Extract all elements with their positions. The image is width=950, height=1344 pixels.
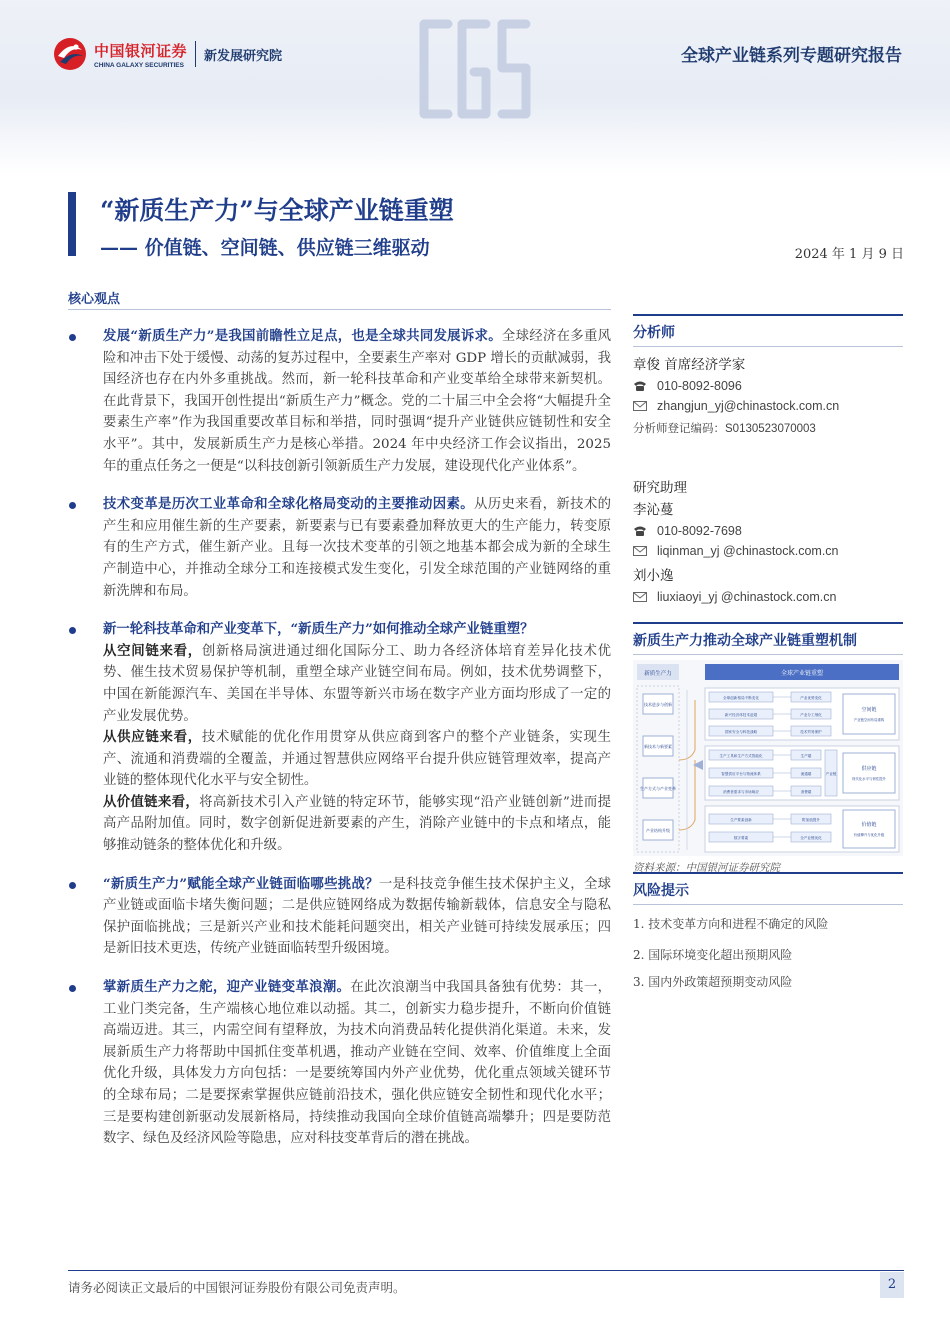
diagram-chain-name: 价值链 — [861, 822, 877, 828]
analyst-registration: 分析师登记编码：S0130523070003 — [633, 423, 816, 435]
bullet-item — [68, 977, 611, 1150]
risk-panel — [633, 872, 903, 990]
diagram-row-text: 全球创新格局不断变化 — [723, 696, 759, 700]
footer-disclaimer: 请务必阅读正文最后的中国银河证券股份有限公司免责声明。 — [68, 1280, 406, 1295]
sub-lead: 从价值链来看， — [103, 793, 200, 810]
diagram-row-text: 数字要素 — [733, 836, 749, 840]
logo-cn: 中国银河证券 — [94, 41, 188, 60]
diagram-row-text: 流通端 — [800, 772, 812, 776]
analyst-heading: 分析师 — [633, 314, 903, 347]
bullet-text: 在此次浪潮当中我国具备独有优势：其一，工业门类完备，生产端核心地位难以动摇。其二，创新实力稳步提升，不断向价值链高端迈进。其三，内需空间有望释放，为技术向消费品转化提供消化渠道。未来，发展新质生产力将帮助中国抓住变革机遇，推动产业链在空间、效率、价值维度上全面优化升级，具体发力方向包括：一是要统筹国内外产业优势，优化重点领域关键环节的全球布局；二是要探索掌握供应链前沿技术，强化供应链安全韧性和现代化水平；三是要构建创新驱动发展新格局，持续推动我国向全球价值链高端攀升；四是要防范数字、绿色及经济风险等隐患，应对科技变革背后的潜在挑战。 — [103, 980, 612, 1147]
bullet-dot-icon — [69, 502, 76, 509]
core-views-label: 核心观点 — [68, 292, 121, 307]
bullet-text: 全球经济在多重风险和冲击下处于缓慢、动荡的复苏过程中，全要素生产率对 GDP 增长的贡献减弱，我国经济也存在内外多重挑战。然而，新一轮科技革命和产业变革给全球带来新契机。在此背景下，我国开创性提出“新质生产力”概念。党的二十届三中全会将“大幅提升全要素生产率”作为我国重要改革目标和举措，同时强调“提升产业链供应链韧性和安全水平”。其中，发展新质生产力是核心举措。2024 年中央经济工作会议指出，2025 年的重点任务之一便是“以科技创新引领新质生产力发展，建设现代化产业体系”。 — [103, 329, 612, 474]
header-banner — [0, 0, 950, 175]
core-divider — [68, 309, 611, 310]
diagram-chain-box — [843, 810, 895, 848]
mechanism-figure — [633, 622, 903, 875]
bullet-item — [68, 326, 611, 477]
bullet-lead: 掌新质生产力之舵，迎产业链变革浪潮。 — [103, 979, 351, 996]
bullet-dot-icon — [69, 627, 76, 634]
diagram-chain-box — [843, 753, 895, 793]
assistant-role: 研究助理 — [633, 480, 687, 496]
report-subtitle: —— 价值链、空间链、供应链三维驱动 — [100, 237, 430, 259]
diagram-chain-name: 供应链 — [861, 766, 877, 772]
phone-icon — [633, 525, 647, 537]
title-accent-bar — [68, 192, 76, 256]
diagram-row-text: 全产业链优化 — [800, 836, 822, 840]
figure-source: 资料来源：中国银河证券研究院 — [633, 862, 780, 874]
diagram-row-text: 新兴经济体技术赶超 — [724, 713, 758, 717]
email-icon — [633, 545, 647, 557]
phone-icon — [633, 380, 647, 392]
email-icon — [633, 400, 647, 412]
report-title: “新质生产力”与全球产业链重塑 — [100, 196, 454, 225]
page-number: 2 — [880, 1272, 904, 1298]
bullet-lead: 新一轮科技革命和产业变革下，“新质生产力”如何推动全球产业链重塑？ — [103, 621, 534, 638]
bullet-text: 从历史来看，新技术的产生和应用催生新的生产要素，新要素与已有要素叠加释放更大的生产能力，转变原有的生产方式，催生新产业。且每一次技术变革的引领之地基本都会成为新的全球生产制造中心，并推动全球分工和连接模式发生变化，引发全球范围的产业链网络的重新洗牌和布局。 — [103, 497, 612, 599]
diagram-row-text: 消费者需求与市场响应 — [723, 790, 759, 794]
sub-lead: 从空间链来看， — [103, 642, 202, 659]
footer-divider — [68, 1270, 904, 1271]
sub-lead: 从供应链来看， — [103, 729, 202, 746]
bullet-lead: 技术变革是历次工业革命和全球化格局变动的主要推动因素。 — [103, 496, 474, 513]
logo-divider — [195, 41, 196, 67]
diagram-row-text: 生产工具和生产方式智能化 — [719, 754, 763, 758]
risk-item: 2. 国际环境变化超出预期风险 — [633, 948, 793, 962]
assistant-phone-line — [633, 524, 903, 538]
diagram-left-box-text: 生产方式与产业变革 — [640, 786, 676, 791]
analyst-email-line — [633, 399, 903, 413]
bullet-dot-icon — [69, 985, 76, 992]
diagram-row-text: 生产端 — [800, 754, 812, 758]
core-views — [68, 326, 611, 1167]
bullet-text: 一是科技竞争催生技术保护主义，全球产业链或面临卡堵失衡问题；二是供应链网络成为数据传输新载体，信息安全与隐私保护面临挑战；三是新兴产业和技术能耗问题突出，相关产业链可持续发展承压；四是新旧技术更迭，传统产业链面临转型升级困境。 — [103, 876, 612, 957]
analyst-phone: 010-8092-8096 — [657, 379, 742, 393]
diagram-row-text: 消费端 — [800, 790, 812, 794]
diagram-left-header-text: 新质生产力 — [644, 671, 672, 677]
brand-logo — [52, 36, 282, 72]
diagram-right-header-text: 全球产业链重塑 — [780, 670, 824, 677]
bullet-lead: “新质生产力”赋能全球产业链面临哪些挑战？ — [103, 875, 379, 892]
diagram-chain-desc: 现代化水平与韧性提升 — [852, 777, 886, 781]
risk-item: 1. 技术变革方向和进程不确定的风险 — [633, 917, 829, 931]
bullet-dot-icon — [69, 882, 76, 889]
logo-en: CHINA GALAXY SECURITIES — [94, 61, 184, 69]
risk-heading: 风险提示 — [633, 872, 903, 905]
diagram-row-text: 产业分工细化 — [800, 713, 822, 717]
diagram-row-text: 产业优势变化 — [800, 696, 822, 700]
diagram-row-text: 附加值提升 — [802, 818, 820, 822]
diagram-row-text: 技术贸易保护 — [800, 730, 822, 734]
diagram-left-box-text: 技术进步与创新 — [644, 702, 672, 707]
diagram-row-text: 国家安全与科技战略 — [724, 730, 758, 734]
institute-name: 新发展研究院 — [204, 48, 283, 64]
assistant-email-line — [633, 544, 903, 558]
assistant-email-line — [633, 590, 903, 604]
risk-item: 3. 国内外政策超预期变动风险 — [633, 975, 793, 989]
sub-text: 将高新技术引入产业链的特定环节，能够实现“沿产业链创新”进而提高产品附加值。同时，数字创新促进新要素的产生，消除产业链中的卡点和堵点，能够推动链条的整体优化和升级。 — [103, 794, 611, 854]
publish-date: 2024 年 1 月 9 日 — [794, 247, 904, 262]
assistant-email[interactable]: liqinman_yj @chinastock.com.cn — [657, 544, 839, 558]
diagram-chain-desc: 价值攀升与优化升级 — [853, 833, 885, 837]
diagram-row-text: 生产要素创新 — [730, 818, 752, 822]
sub-text: 创新格局演进通过细化国际分工、助力各经济体培育差异化技术优势、催生技术贸易保护等机制，重塑全球产业链空间布局。例如，技术优势调整下，中国在新能源汽车、美国在半导体、东盟等新兴市场在数字产业方面均形成了一定的产业发展优势。 — [103, 643, 611, 724]
diagram-row-text: 智慧供应平台与物流体系 — [721, 772, 761, 776]
diagram-left-box-text: 新技术与新要素 — [644, 744, 672, 749]
email-icon — [633, 591, 647, 603]
diagram-chain-name: 空间链 — [861, 707, 877, 713]
assistant-name: 李沁蔓 — [633, 502, 674, 518]
cgs-watermark-icon — [410, 6, 540, 131]
bullet-item — [68, 494, 611, 602]
analyst-panel — [633, 314, 903, 604]
figure-title: 新质生产力推动全球产业链重塑机制 — [633, 622, 903, 655]
diagram-chain-desc: 产业链空间布局重构 — [853, 718, 885, 722]
bullet-lead: 发展“新质生产力”是我国前瞻性立足点，也是全球共同发展诉求。 — [103, 328, 502, 344]
bullet-item — [68, 619, 611, 857]
assistant-name: 刘小逸 — [633, 568, 674, 584]
report-series: 全球产业链系列专题研究报告 — [681, 46, 902, 66]
analyst-phone-line — [633, 379, 903, 393]
analyst-name: 章俊 首席经济学家 — [633, 357, 746, 373]
assistant-phone: 010-8092-7698 — [657, 524, 742, 538]
bullet-dot-icon — [69, 334, 76, 341]
assistant-email[interactable]: liuxiaoyi_yj @chinastock.com.cn — [657, 590, 837, 604]
diagram-left-box-text: 产业结构升级 — [646, 828, 670, 833]
galaxy-logo-icon — [52, 36, 88, 72]
diagram-mid-label: 产业链 — [825, 772, 837, 776]
analyst-email[interactable]: zhangjun_yj@chinastock.com.cn — [657, 399, 840, 413]
diagram-chain-box — [843, 694, 895, 734]
mechanism-diagram — [633, 660, 903, 856]
sub-text: 技术赋能的优化作用贯穿从供应商到客户的整个产业链条，实现生产、流通和消费端的全覆盖，并通过智慧供应网络平台提升供应链管理效率，提高产业链的整体现代化水平与安全韧性。 — [103, 730, 611, 789]
bullet-item — [68, 874, 611, 960]
